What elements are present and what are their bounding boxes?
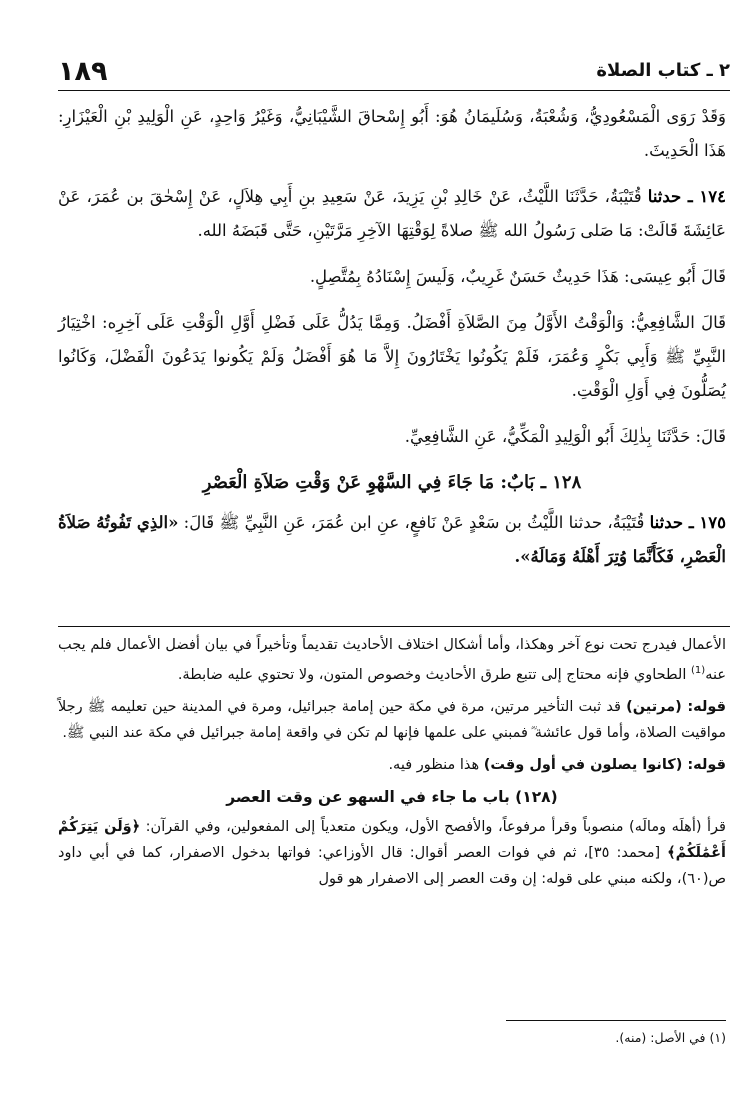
hadith-175-quote: «الذِي تَفُوتُهُ صَلاَةُ الْعَصْرِ، فَكَأَنَّمَا وُتِرَ أَهْلَهُ وَمَالَهُ».	[58, 513, 726, 566]
page-number: ١٨٩	[58, 56, 108, 87]
footnote-ref: (1)	[691, 665, 706, 676]
commentary-para-2-text: قد ثبت التأخير مرتين، مرة في مكة حين إمامة جبرائيل، ومرة في المدينة حين تعليمه ﷺ رجلاً مواقيت الصلاة، وأما قول عائشة ؓ فمبني على علمها فإنها لم تكن في واقعة إمامة جبرائيل في مكة عند النبي ﷺ.	[58, 698, 726, 741]
hadith-174-lead: ١٧٤ ـ حدثنا	[647, 187, 726, 206]
paragraph-shafii: قَالَ الشَّافِعِيُّ: وَالْوَقْتُ الأَوَّلُ مِنَ الصَّلاَةِ أَفْضَلُ. وَمِمَّا يَدُلُّ عَلَى فَضْلِ أَوَّلِ الْوَقْتِ عَلَى آخِرِه: اخْتِيَارُ النَّبِيِّ ﷺ وَأَبِي بَكْرٍ وَعُمَرَ، فَلَمْ يَكُونُوا يَخْتَارُونَ إِلاَّ مَا هُوَ أَفْضَلُ وَلَمْ يَكُونوا يَدَعُونَ الْفَضْلَ، وَكَانُوا يُصَلُّونَ فِي أَوَلِ الْوَقْتِ.	[58, 313, 726, 400]
chapter-128-title: ١٢٨ ـ بَابٌ: مَا جَاءَ فِي السَّهْوِ عَنْ وَقْتِ صَلاَةِ الْعَصْرِ	[202, 472, 582, 493]
header-rule	[58, 90, 730, 91]
hadith-text	[58, 100, 726, 574]
footnote-rule	[506, 1020, 726, 1021]
paragraph-narrators: وَقَدْ رَوَى الْمَسْعُودِيُّ، وَشُعْبَةُ، وَسُلَيمَانُ هُوَ: أَبُو إِسْحاقَ الشَّيْبَانِيُّ، وَغَيْرُ وَاحِدٍ، عَنِ الْوَلِيدِ بْنِ الْعَيْزَارِ: هَذَا الْحَدِيثَ.	[58, 107, 726, 160]
hadith-175	[58, 506, 726, 574]
footnote: (١) في الأصل: (منه).	[615, 1030, 726, 1045]
commentary-para-2	[58, 694, 726, 746]
hadith-175-lead: ١٧٥ ـ حدثنا	[649, 513, 727, 532]
commentary-para-1-b: الطحاوي فإنه محتاج إلى تتبع طرق الأحاديث وخصوص المتون، ولا تحتوي عليه ضابطة.	[177, 666, 691, 683]
commentary-para-4-b: [محمد: ٣٥]، ثم في فوات العصر أقوال: قال الأوزاعي: فواتها بدخول الاصفرار، كما في أبي داود ص(٦٠)، ولكنه مبني على قوله: إن وقت العصر إلى الاصفرار هو قول	[58, 844, 726, 887]
paragraph-isnad: قَالَ: حَدَّثَنَا بِذٰلِكَ أَبُو الْوَلِيدِ الْمَكِّيُّ، عَنِ الشَّافِعِيِّ.	[404, 427, 726, 446]
commentary-para-3	[58, 752, 726, 778]
commentary-para-4	[58, 814, 726, 892]
running-header	[58, 56, 730, 92]
hadith-174-text: قُتَيْبَةُ، حَدَّثَنَا اللَّيْثُ، عَنْ خَالِدِ بْنِ يَزِيدَ، عَنْ سَعِيدِ بنِ أَبِي هِلاَلٍ، عَنْ إِسْحٰقَ بن عُمَرَ، عَنْ عَائِشَةَ قَالَتْ: مَا صَلى رَسُولُ الله ﷺ صلاةً لِوَقْتِهَا الآخِرِ مَرَّتَيْنِ، حَتَّى قَبَضَهُ الله.	[58, 187, 726, 240]
commentary-para-3-text: هذا منظور فيه.	[388, 756, 484, 773]
commentary	[58, 632, 726, 892]
chapter-title: ٢ ـ كتاب الصلاة	[596, 60, 730, 81]
commentary-para-1-a: الأعمال فيدرج تحت نوع آخر وهكذا، وأما أشكال اختلاف الأحاديث تقديماً وتأخيراً في بيان أفضل الأعمال فلم يجب عنه	[58, 637, 726, 683]
commentary-para-1	[58, 632, 726, 688]
hadith-175-text: قُتَيْبَةُ، حدثنا اللَّيْثُ بن سَعْدٍ عَنْ نَافعٍ، عنِ ابن عُمَرَ، عَنِ النَّبِيِّ ﷺ قَالَ:	[183, 513, 645, 532]
commentary-para-3-lead: قوله: (كانوا يصلون في أول وقت)	[483, 756, 726, 773]
paragraph-abu-isa: قَالَ أَبُو عِيسَى: هَذَا حَدِيثٌ حَسَنٌ غَرِيبٌ، وَلَيسَ إِسْنَادُهُ بِمُتَّصِلٍ.	[309, 267, 726, 286]
commentary-separator	[58, 626, 730, 627]
commentary-chapter-title: (١٢٨) باب ما جاء في السهو عن وقت العصر	[226, 787, 558, 806]
quran-verse: ﴿وَلَن يَتِرَكُمْ أَعْمَٰلَكُمْ﴾	[58, 818, 726, 861]
commentary-para-2-lead: قوله: (مرتين)	[626, 698, 726, 715]
hadith-174	[58, 180, 726, 248]
commentary-para-4-a: قرأ (أهلَه ومالَه) منصوباً وقرأ مرفوعاً، والأفصح الأول، ويكون متعدياً إلى المفعولين، وفي القرآن:	[140, 818, 726, 835]
